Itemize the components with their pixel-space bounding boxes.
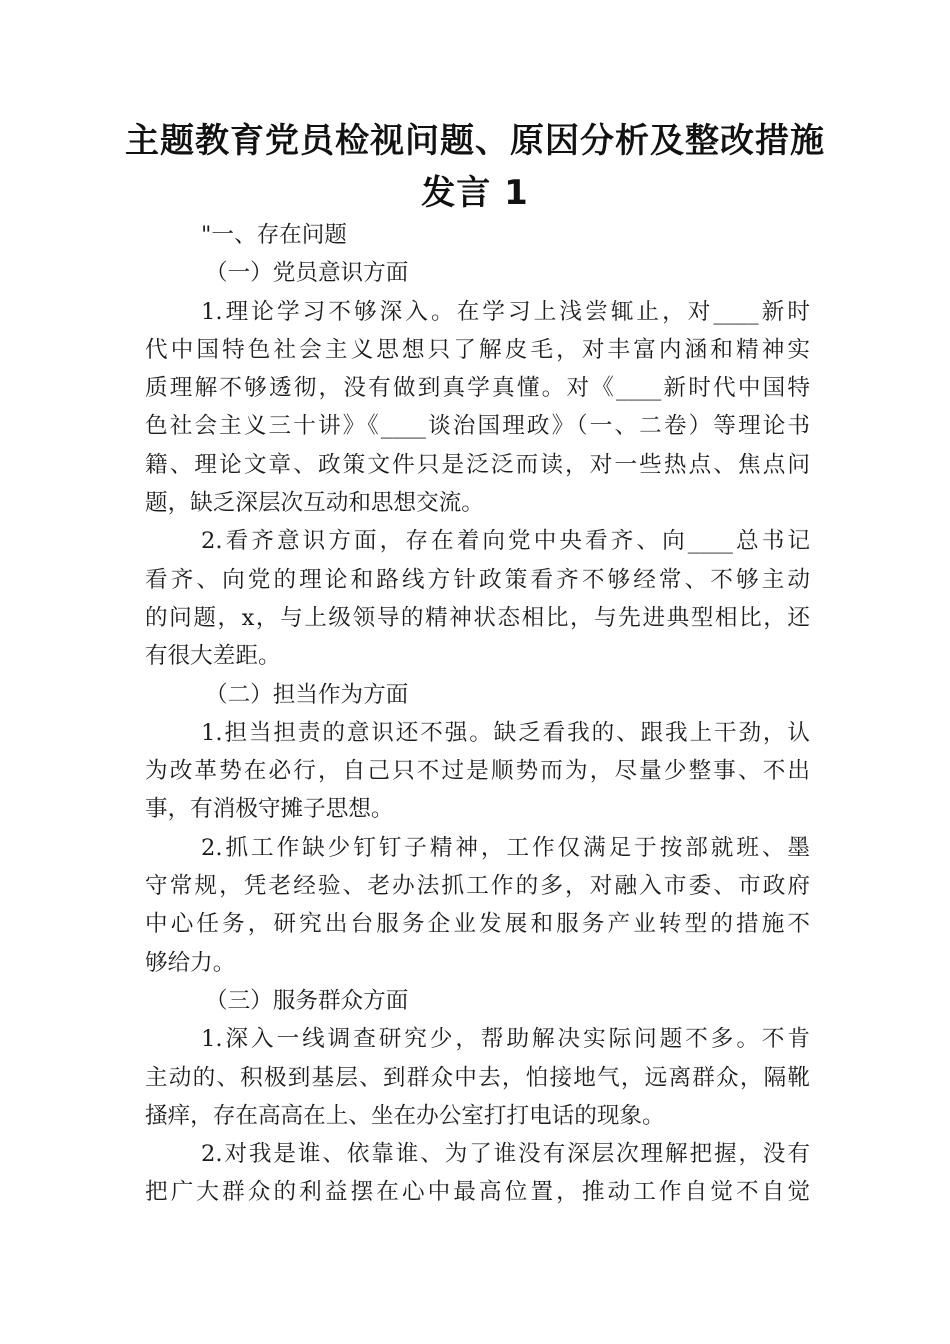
body-text-line: 中心任务，研究出台服务企业发展和服务产业转型的措施不 [145, 911, 810, 938]
body-text-line: （一）党员意识方面 [205, 260, 409, 287]
document-title-line-2: 发言 1 [421, 173, 529, 213]
body-text-line: 事，有消极守摊子思想。 [145, 796, 394, 823]
body-text-line: 籍、理论文章、政策文件只是泛泛而读，对一些热点、焦点问 [145, 451, 810, 478]
body-text-line: 够给力。 [145, 949, 236, 976]
body-text-line: 为改革势在必行，自己只不过是顺势而为，尽量少整事、不出 [145, 758, 810, 785]
body-text-line: 2.看齐意识方面，存在着向党中央看齐、向____总书记 [201, 528, 810, 555]
body-text-line: 搔痒，存在高高在上、坐在办公室打打电话的现象。 [145, 1102, 665, 1129]
body-text-line: 的问题，x，与上级领导的精神状态相比，与先进典型相比，还 [145, 604, 810, 631]
document-title-line-1: 主题教育党员检视问题、原因分析及整改措施 [125, 121, 825, 161]
document-body [145, 216, 810, 1212]
body-text-line: （三）服务群众方面 [205, 987, 409, 1014]
body-text-line: 1.深入一线调查研究少，帮助解决实际问题不多。不肯 [201, 1026, 810, 1053]
body-text-line: 有很大差距。 [145, 643, 281, 670]
body-text-line: 看齐、向党的理论和路线方针政策看齐不够经常、不够主动 [145, 566, 810, 593]
body-text-line: 色社会主义三十讲》《____谈治国理政》（一、二卷）等理论书 [145, 413, 810, 440]
body-text-line: 题，缺乏深层次互动和思想交流。 [145, 490, 484, 517]
body-text-line: 把广大群众的利益摆在心中最高位置，推动工作自觉不自觉 [145, 1179, 810, 1206]
body-text-line: （二）担当作为方面 [205, 681, 409, 708]
body-text-line: 主动的、积极到基层、到群众中去，怕接地气，远离群众，隔靴 [145, 1064, 810, 1091]
body-text-line: 守常规，凭老经验、老办法抓工作的多，对融入市委、市政府 [145, 873, 810, 900]
body-text-line: 1.担当担责的意识还不强。缺乏看我的、跟我上干劲，认 [201, 719, 810, 746]
body-text-line: 2.抓工作缺少钉钉子精神，工作仅满足于按部就班、墨 [201, 834, 810, 861]
body-text-line: "一、存在问题 [201, 222, 347, 248]
body-text-line: 2.对我是谁、依靠谁、为了谁没有深层次理解把握，没有 [201, 1141, 810, 1168]
body-text-line: 1.理论学习不够深入。在学习上浅尝辄止，对____新时 [201, 298, 810, 325]
body-text-line: 代中国特色社会主义思想只了解皮毛，对丰富内涵和精神实 [145, 336, 810, 363]
body-text-line: 质理解不够透彻，没有做到真学真懂。对《____新时代中国特 [145, 375, 810, 402]
